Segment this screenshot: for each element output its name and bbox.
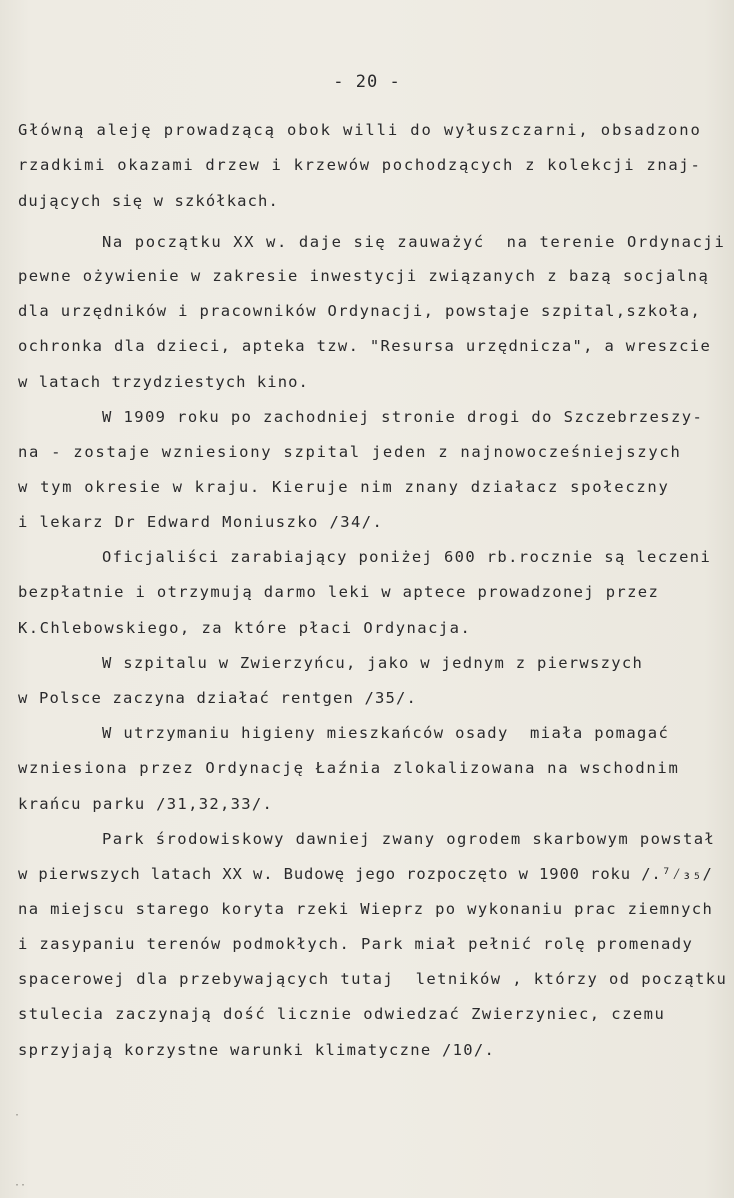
text-line: w pierwszych latach XX w. Budowę jego rozpoczęto w 1900 roku /.⁷⁄₃₅/ — [18, 865, 713, 883]
text-line: na miejscu starego koryta rzeki Wieprz po wykonaniu prac ziemnych — [18, 900, 714, 918]
text-line: dujących się w szkółkach. — [18, 192, 279, 210]
text-line: w Polsce zaczyna działać rentgen /35/. — [18, 689, 417, 707]
text-line: rzadkimi okazami drzew i krzewów pochodzących z kolekcji znaj- — [18, 156, 702, 174]
text-line: wzniesiona przez Ordynację Łaźnia zlokalizowana na wschodnim — [18, 759, 680, 777]
text-line: bezpłatnie i otrzymują darmo leki w aptece prowadzonej przez — [18, 583, 660, 601]
text-line: Na początku XX w. daje się zauważyć na terenie Ordynacji — [102, 233, 726, 251]
text-line: W szpitalu w Zwierzyńcu, jako w jednym z pierwszych — [102, 654, 644, 672]
text-line: sprzyjają korzystne warunki klimatyczne /10/. — [18, 1041, 496, 1059]
text-line: i lekarz Dr Edward Moniuszko /34/. — [18, 513, 384, 531]
text-line: spacerowej dla przebywających tutaj letników , którzy od początku — [18, 970, 728, 988]
text-line: K.Chlebowskiego, za które płaci Ordynacja. — [18, 619, 472, 637]
text-line: ochronka dla dzieci, apteka tzw. "Resursa urzędnicza", a wreszcie — [18, 337, 712, 355]
page-number: - 20 - — [333, 72, 401, 92]
text-line: Oficjaliści zarabiający poniżej 600 rb.rocznie są leczeni — [102, 548, 712, 566]
text-line: pewne ożywienie w zakresie inwestycji związanych z bazą socjalną — [18, 267, 710, 285]
text-line: stulecia zaczynają dość licznie odwiedzać Zwierzyniec, czemu — [18, 1005, 666, 1023]
text-line: i zasypaniu terenów podmokłych. Park miał pełnić rolę promenady — [18, 935, 694, 953]
text-line: w latach trzydziestych kino. — [18, 373, 309, 391]
text-line: W utrzymaniu higieny mieszkańców osady miała pomagać — [102, 724, 670, 742]
scan-speck: ·· — [14, 1180, 27, 1191]
text-line: Park środowiskowy dawniej zwany ogrodem skarbowym powstał — [102, 830, 716, 848]
text-line: Główną aleję prowadzącą obok willi do wyłuszczarni, obsadzono — [18, 121, 702, 139]
scan-speck: · — [14, 1110, 21, 1121]
text-line: dla urzędników i pracowników Ordynacji, powstaje szpital,szkoła, — [18, 302, 702, 320]
text-line: w tym okresie w kraju. Kieruje nim znany działacz społeczny — [18, 478, 670, 496]
text-line: krańcu parku /31,32,33/. — [18, 795, 274, 813]
text-line: na - zostaje wzniesiony szpital jeden z najnowocześniejszych — [18, 443, 682, 461]
text-line: W 1909 roku po zachodniej stronie drogi do Szczebrzeszy- — [102, 408, 704, 426]
